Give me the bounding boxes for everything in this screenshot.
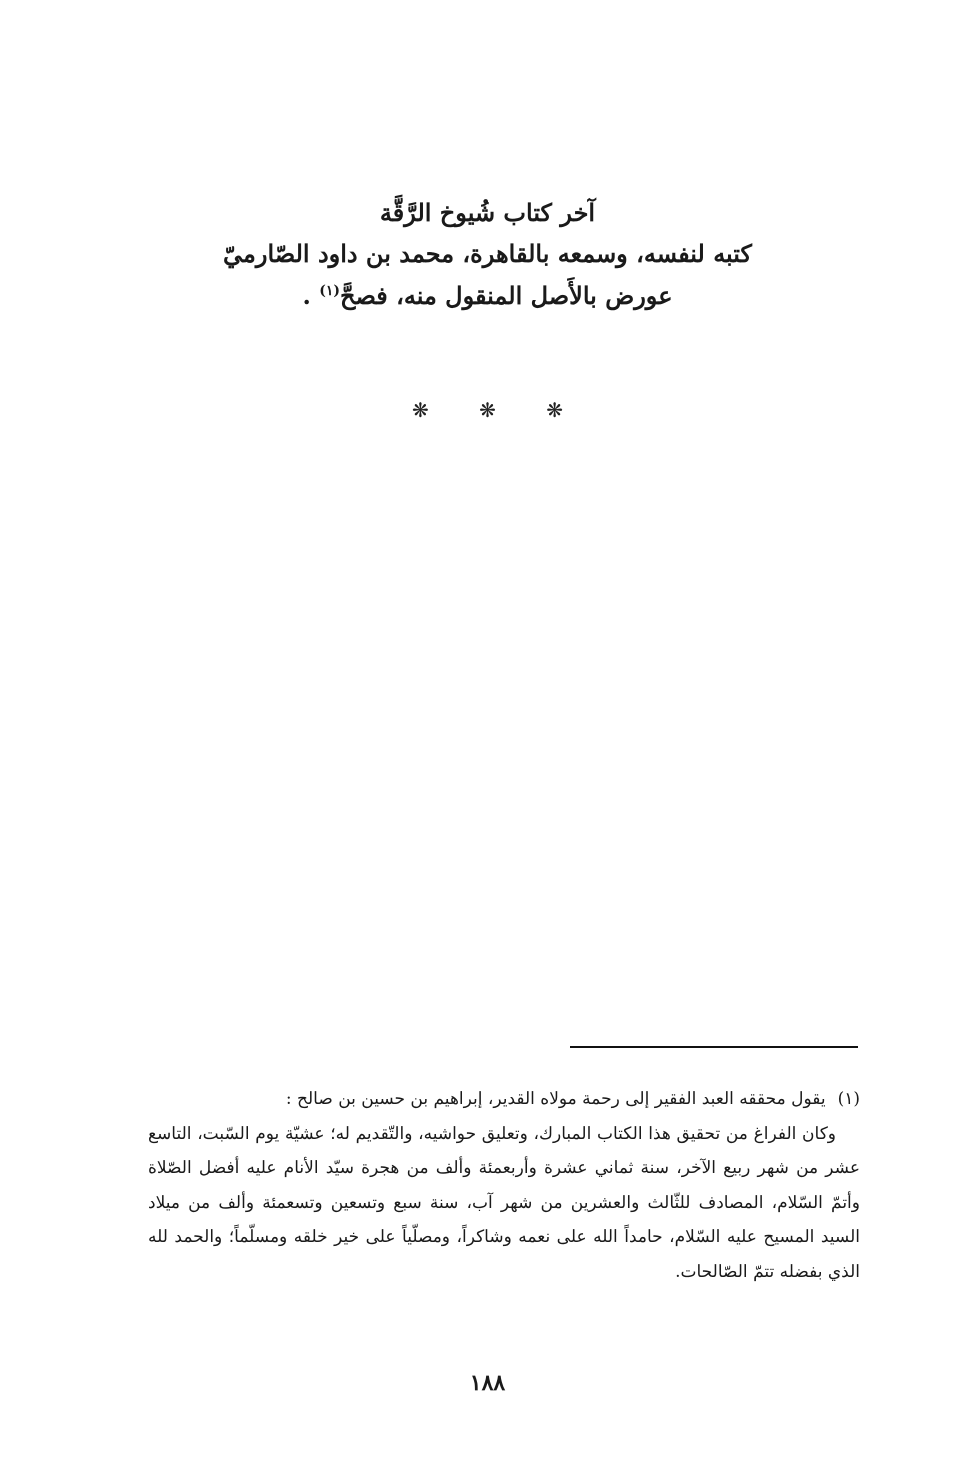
footnote-divider bbox=[570, 1046, 858, 1048]
colophon-copyist-line: كتبه لنفسه، وسمعه بالقاهرة، محمد بن داود الصّارميّ bbox=[223, 239, 752, 269]
asterism-star-icon: ❋ bbox=[479, 398, 496, 422]
asterism-star-icon: ❋ bbox=[411, 398, 429, 422]
footnote-first-line bbox=[148, 1082, 860, 1117]
colophon-title: آخر كتاب شُيوخ الرَّقَّة bbox=[379, 198, 596, 227]
collation-text: عورض بالأَصل المنقول منه، فصحَّ bbox=[339, 280, 673, 310]
page-number: ١٨٨ bbox=[469, 1370, 506, 1396]
collation-period: . bbox=[302, 280, 311, 310]
footnote-number: (١) bbox=[837, 1089, 860, 1109]
footnote bbox=[148, 1082, 860, 1289]
section-separator bbox=[0, 398, 975, 422]
footnote-intro: يقول محققه العبد الفقير إلى رحمة مولاه القدير، إبراهيم بن حسين بن صالح : bbox=[285, 1089, 826, 1109]
footnote-reference[interactable]: (١) bbox=[319, 282, 340, 299]
asterism-star-icon: ❋ bbox=[546, 398, 563, 422]
colophon bbox=[0, 192, 975, 316]
footnote-body: وكان الفراغ من تحقيق هذا الكتاب المبارك، وتعليق حواشيه، والتّقديم له؛ عشيّة يوم السّبت، التاسع عشر من شهر ربيع الآخر، سنة ثماني عشرة وأربعمئة وألف من هجرة سيّد الأنام عليه أفضل الصّلاة وأتمّ السّلام، المصادف للثّالث والعشرين من شهر آب، سنة سبع وتسعين وتسعمئة وألف من ميلاد السيد المسيح عليه السّلام، حامداً الله على نعمه وشاكراً، ومصلّياً على خير خلقه ومسلّماً؛ والحمد لله الذي بفضله تتمّ الصّالحات. bbox=[148, 1123, 860, 1282]
colophon-collation-line bbox=[0, 275, 975, 316]
